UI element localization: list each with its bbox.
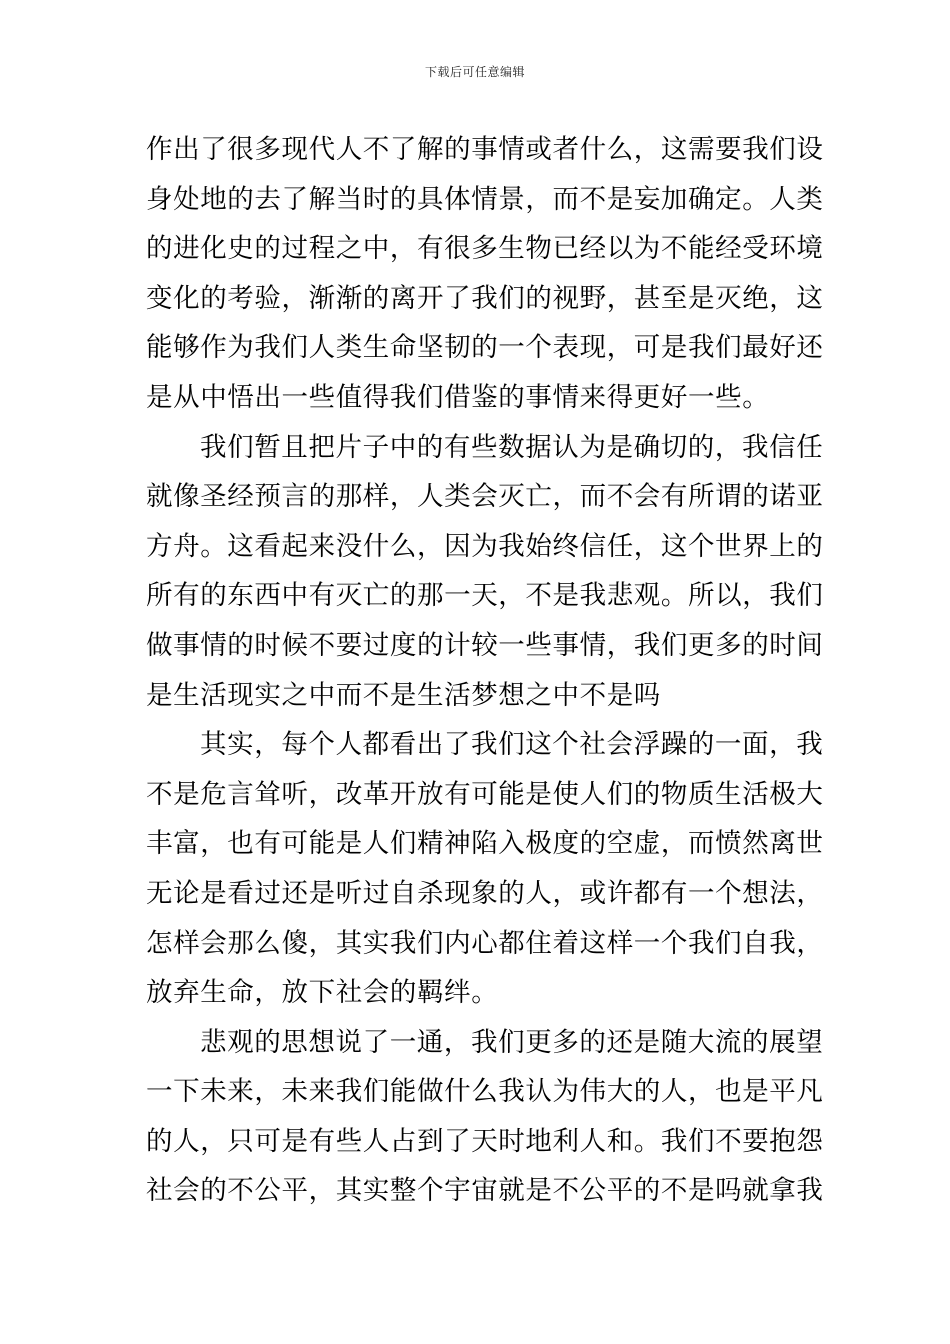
text-line: 怎样会那么傻，其实我们内心都住着这样一个我们自我， [146,927,824,959]
text-line: 悲观的思想说了一通，我们更多的还是随大流的展望 [200,1026,824,1058]
text-line: 身处地的去了解当时的具体情景，而不是妄加确定。人类 [146,183,824,215]
text-line: 无论是看过还是听过自杀现象的人，或许都有一个想法， [146,877,824,909]
text-line: 社会的不公平，其实整个宇宙就是不公平的不是吗就拿我 [146,1175,824,1207]
paragraph-3 [146,720,824,1018]
paragraph-2 [146,423,824,721]
document-body [146,125,824,1216]
text-line: 丰富，也有可能是人们精神陷入极度的空虚，而愤然离世 [146,828,824,860]
text-line: 所有的东西中有灭亡的那一天，不是我悲观。所以，我们 [146,580,824,612]
text-line: 做事情的时候不要过度的计较一些事情，我们更多的时间 [146,629,824,661]
page-header: 下载后可任意编辑 [424,65,525,79]
text-line: 的人，只可是有些人占到了天时地利人和。我们不要抱怨 [146,1125,824,1157]
text-line: 能够作为我们人类生命坚韧的一个表现，可是我们最好还 [146,332,824,364]
text-line: 是生活现实之中而不是生活梦想之中不是吗 [146,679,661,711]
text-line: 其实，每个人都看出了我们这个社会浮躁的一面，我 [200,729,824,761]
text-line: 不是危言耸听，改革开放有可能是使人们的物质生活极大 [146,778,824,810]
text-line: 变化的考验，渐渐的离开了我们的视野，甚至是灭绝，这 [146,282,824,314]
text-line: 我们暂且把片子中的有些数据认为是确切的，我信任 [200,431,824,463]
paragraph-4 [146,1018,824,1216]
text-line: 作出了很多现代人不了解的事情或者什么，这需要我们设 [146,134,824,165]
text-line: 放弃生命，放下社会的羁绊。 [146,977,499,1009]
text-line: 的进化史的过程之中，有很多生物已经以为不能经受环境 [146,233,824,265]
text-line: 一下未来，未来我们能做什么我认为伟大的人，也是平凡 [146,1076,824,1108]
text-line: 方舟。这看起来没什么，因为我始终信任，这个世界上的 [146,530,824,562]
text-line: 是从中悟出一些值得我们借鉴的事情来得更好一些。 [146,381,770,413]
text-line: 就像圣经预言的那样，人类会灭亡，而不会有所谓的诺亚 [146,481,824,513]
paragraph-1 [146,125,824,423]
